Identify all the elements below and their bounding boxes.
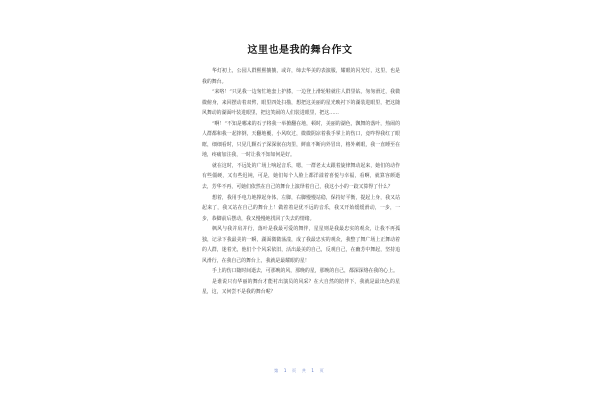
page-number-footer: 第 1 页 共 1 页 [274,368,326,373]
essay-body [202,66,400,298]
paragraph: 想着，我用手电力地撑起身体，左脚，右脚慢慢站稳，保持好平衡，提起上身，我又站起来了，我又站在自己的舞台上！做着着是优不远的音乐，我又开始缓缓滑动，一步，一步，恭脚前后摆动，我又慢慢地找回了失去的情绪。 [202,194,400,222]
paragraph: 华灯初上，公园人群熙熙攘攘，或许，缔去华美的表演服，耀眼的闪光灯，这里，也是我的舞台。 [202,68,400,85]
page-title: 这里也是我的舞台作文 [247,45,353,56]
paragraph: “啊！”不知是哪来的石子将我一举掀翻在地，顿时，美丽的湖色，飘舞的落叶，热闹的人群都和我一起摔倒，天翻地覆，小风吹过，微微阴凉着我手掌上的伤口，竟咋得我红了眼眶，细细看时，只见几颗石子深深嵌在肉里，鲜血不断向外冒出，格外刺眼，我一直睡至在地，疼痛加注我，一时让我不知如何是好。 [202,120,400,159]
paragraph: 就在这时，不远处的广场上响起音乐，嗯，一群老太太跟着旋律舞动起来，她们的动作有些僵硬，又有些迟钝，可是，她们每个人脸上都洋溢着喜悦与幸福，看啊，就算容颜逝去，芳华不再，可她们依然在自己的舞台上演绎着自己，我这小小的一跤又算得了什么？ [202,162,400,191]
paragraph: 枫风与我并肩并行，落叶是我最可爱的舞伴，星星则是我最忠实的观众，让我不再孤独，记录下我最美的一瞬，湖面微微荡漾，成了我最忠实的观众，我整了舞广场上正舞动着的人群，迷着光，他们个个风采依旧，活出最美的自己，反观自己，在幽芳中舞起，坚持追风滑行，在我自己的舞台上，我就是最耀眼的星！ [202,226,400,264]
paragraph: 是谁说只有华丽的舞台才能衬出演员的风采？在大自然的陪伴下，我就是最出色的星星，这，又何尝不是我的舞台呢？ [202,278,400,296]
paragraph: “来咯！”只见我一边匆忙地套上护膝，一边登上滑轮鞋就往人群里钻。匆匆滑过，我微微俯身，来回摆动着双臂，眼里四处扫描，想把这美丽的星光映衬下的湖装进眼里，把这随风舞动的湖面叶装进眼里，把这笑闹的人们装进眼里，把这…… [202,89,400,117]
paragraph: 手上的伤口随时间逝去，可那晚的风，那晚的星，那晚的自己，都深深烙在我的心上。 [212,268,398,275]
